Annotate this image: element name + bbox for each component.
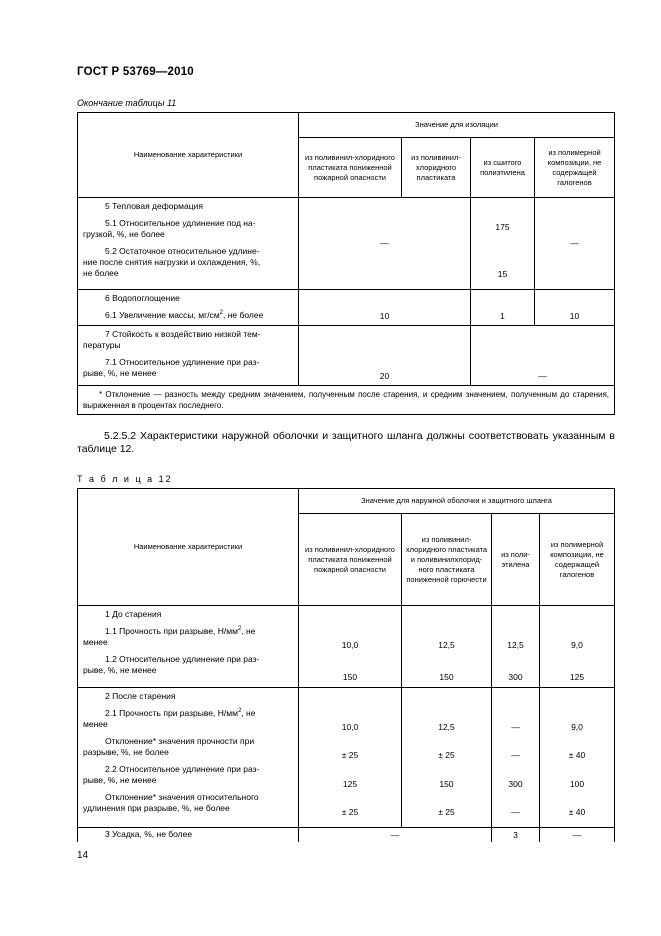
row-label: 7 Стойкость к воздействию низкой тем-: [105, 329, 261, 339]
table12-cell-c3: [492, 606, 540, 688]
value: ± 25: [341, 750, 359, 760]
table11-col-3: из сшитого полиэтилена: [471, 138, 535, 198]
table12-cell-c2: [402, 606, 492, 688]
value: ± 40: [568, 750, 586, 760]
page-number: 14: [77, 850, 89, 861]
table12-row-after-aging: [78, 688, 299, 828]
table12-cell-c1: [299, 606, 402, 688]
table11-cell: [535, 290, 615, 326]
value: ± 25: [438, 807, 455, 817]
value: 20: [379, 371, 390, 381]
row-label: рыве, %, не менее: [83, 665, 157, 675]
row-label: Отклонение* значения прочности при: [105, 736, 255, 746]
row-label-text: , не: [241, 626, 256, 636]
value: 10: [379, 311, 390, 321]
table11-cell: [471, 326, 615, 386]
document-header: ГОСТ Р 53769—2010: [77, 66, 194, 78]
row-label: [83, 626, 293, 637]
table11-group-header: Значение для изоляции: [299, 113, 615, 138]
superscript: 2: [219, 310, 224, 317]
table12-col-1: из поливинил-хлоридного пластиката пониженной пожарной опасности: [299, 514, 402, 606]
row-label-text: , не: [241, 708, 256, 718]
row-label: 1.2 Относительное удлинение при раз-: [105, 654, 260, 664]
value: —: [511, 722, 520, 732]
table11-row-thermal-deformation: [78, 198, 299, 290]
table11-cell: [299, 326, 471, 386]
table12-col-3: из поли-этилена: [492, 514, 540, 606]
row-label: 6 Водопоглощение: [105, 293, 180, 303]
superscript: 2: [237, 708, 242, 715]
table-12: [77, 488, 615, 842]
table11-cell-c3: [471, 198, 535, 290]
table12-cell-c4: [540, 606, 615, 688]
value: 125: [569, 672, 585, 682]
row-label: [83, 310, 293, 321]
row-label: 2 После старения: [105, 691, 176, 701]
superscript: 2: [237, 626, 242, 633]
value: 10: [569, 311, 580, 321]
row-label: 1 До старения: [105, 609, 162, 619]
table11-cell: [471, 290, 535, 326]
table11-cell-dash: —: [535, 198, 615, 290]
row-label: разрыве, %, не более: [83, 747, 169, 757]
value: 100: [569, 779, 585, 789]
table11-col-4: из полимерной композиции, не содержащей галогенов: [535, 138, 615, 198]
value: 15: [497, 269, 508, 279]
paragraph-5-2-5-2: 5.2.5.2 Характеристики наружной оболочки и защитного шланга должны соответствовать указанным в таблице 12.: [77, 430, 615, 455]
value: ± 25: [341, 807, 359, 817]
value: 150: [439, 672, 454, 682]
value: 12,5: [507, 640, 524, 650]
table11-cell: [299, 290, 471, 326]
table12-col-2: из поливинил-хлоридного пластиката и поливинилхлорид-ного пластиката пониженной горючести: [402, 514, 492, 606]
row-label-text: 2.1 Прочность при разрыве, Н/мм: [105, 708, 238, 718]
value: 300: [508, 672, 523, 682]
row-label: пературы: [83, 340, 121, 350]
value: ± 40: [568, 807, 586, 817]
value: —: [511, 807, 520, 817]
table11-name-header: Наименование характеристики: [78, 113, 299, 198]
row-label-text: , не более: [223, 310, 264, 320]
table11-row-water-absorption: [78, 290, 299, 326]
value: 125: [342, 779, 358, 789]
value: 150: [439, 779, 454, 789]
value: 300: [508, 779, 523, 789]
value: 150: [342, 672, 358, 682]
table12-cell-c2: [402, 688, 492, 828]
value: 1: [500, 311, 505, 321]
table12-cell-c1: [299, 688, 402, 828]
row-label: грузкой, %, не более: [83, 229, 165, 239]
row-label: 7.1 Относительное удлинение при раз-: [105, 357, 260, 367]
table12-name-header: Наименование характеристики: [78, 489, 299, 606]
value: 12,5: [438, 722, 455, 732]
value: ± 25: [438, 750, 455, 760]
table12-cell-c3: [492, 688, 540, 828]
table11-row-cold-resistance: [78, 326, 299, 386]
row-label-text: 1.1 Прочность при разрыве, Н/мм: [105, 626, 238, 636]
value: 10,0: [341, 640, 359, 650]
table12-group-header: Значение для наружной оболочки и защитного шланга: [299, 489, 615, 514]
row-label: рыве, %, не менее: [83, 775, 157, 785]
table12-row-shrinkage: [78, 828, 299, 843]
row-label: ние после снятия нагрузки и охлаждения, %,: [83, 257, 261, 267]
value: 9,0: [571, 640, 583, 650]
table12-row-before-aging: [78, 606, 299, 688]
table-11: [77, 112, 615, 415]
row-label: 5.1 Относительное удлинение под на-: [105, 218, 256, 228]
value: 12,5: [438, 640, 455, 650]
row-label-text: 6.1 Увеличение массы, мг/см: [105, 310, 220, 320]
value: 9,0: [571, 722, 583, 732]
table12-caption: Т а б л и ц а 12: [77, 474, 173, 484]
row-label: не более: [83, 268, 119, 278]
table12-cell: 3: [492, 828, 540, 843]
table11-footnote: * Отклонение — разность между средним значением, полученным после старения, и средним значением, полученным до старения, выраженная в процентах последнего.: [78, 386, 615, 415]
table11-col-1: из поливинил-хлоридного пластиката пониженной пожарной опасности: [299, 138, 402, 198]
table12-cell: —: [299, 828, 492, 843]
row-label: Отклонение* значения относительного: [105, 792, 259, 802]
table12-col-4: из полимерной композиции, не содержащей галогенов: [540, 514, 615, 606]
row-label: 5 Тепловая деформация: [105, 201, 203, 211]
value: —: [511, 750, 520, 760]
value: 175: [495, 222, 510, 232]
row-label: 3 Усадка, %, не более: [105, 829, 193, 839]
table11-caption: Окончание таблицы 11: [77, 98, 177, 108]
table12-cell: —: [540, 828, 615, 843]
row-label: удлинения при разрыве, %, не более: [83, 803, 230, 813]
row-label: 2.2 Относительное удлинение при раз-: [105, 764, 260, 774]
row-label: 5.2 Остаточное относительное удлине-: [105, 246, 260, 256]
table11-cell-dash: —: [299, 198, 471, 290]
table11-col-2: из поливинил-хлоридного пластиката: [402, 138, 471, 198]
row-label: [83, 708, 293, 719]
value: —: [538, 371, 547, 381]
row-label: менее: [83, 637, 108, 647]
value: 10,0: [341, 722, 359, 732]
row-label: рыве, %, не менее: [83, 368, 157, 378]
table12-cell-c4: [540, 688, 615, 828]
row-label: менее: [83, 719, 108, 729]
